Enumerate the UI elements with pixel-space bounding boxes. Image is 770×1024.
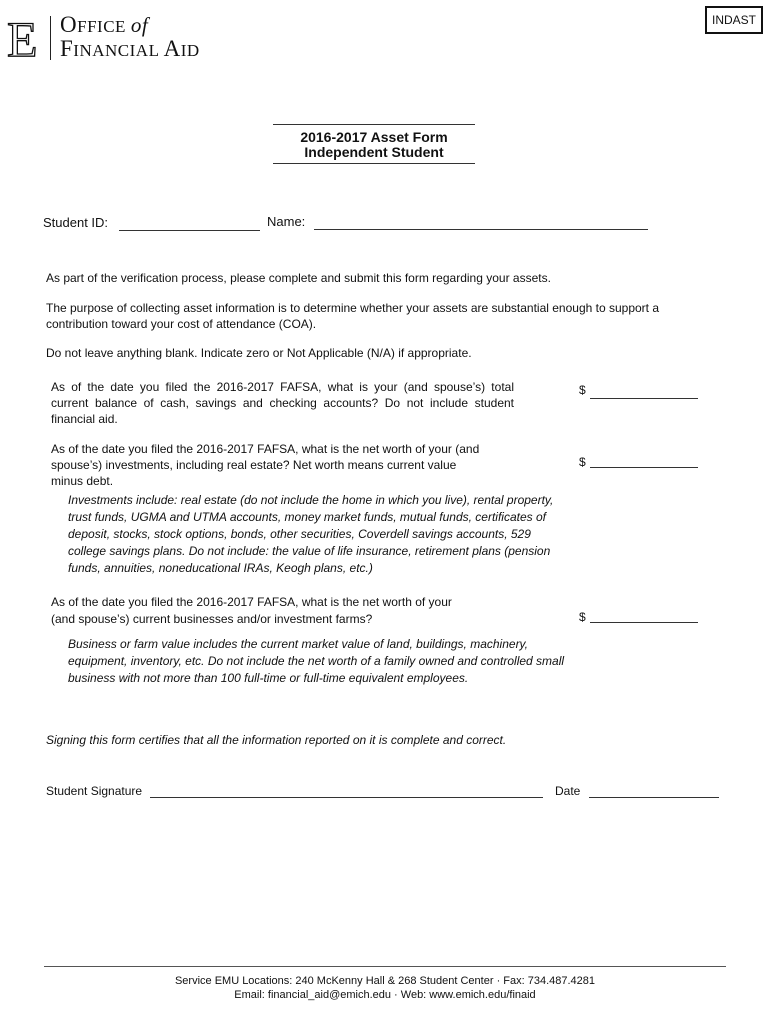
question-cash-balance: As of the date you filed the 2016-2017 FAFSA, what is your (and spouse’s) total current balance of cash, savings and checking accounts? Do not include student financial aid. <box>51 380 514 426</box>
name-label: Name: <box>267 214 306 229</box>
businesses-field[interactable] <box>590 622 698 623</box>
investments-field[interactable] <box>590 467 698 468</box>
logo-financial-aid: FINANCIAL AID <box>60 36 200 61</box>
question-investments-line-3: minus debt. <box>51 474 114 488</box>
currency-sign: $ <box>579 610 586 624</box>
svg-text:E: E <box>7 14 38 60</box>
cash-balance-field[interactable] <box>590 398 698 399</box>
footer-locations: Service EMU Locations: 240 McKenny Hall & 268 Student Center · Fax: 734.487.4281 <box>174 975 596 987</box>
student-id-field[interactable] <box>119 230 260 231</box>
businesses-note: Business or farm value includes the current market value of land, buildings, machinery, equipment, inventory, etc. Do not include the net worth of a family owned and controlled small business with not more than 100 full-time or full-time equivalent employees. <box>68 637 565 685</box>
name-field[interactable] <box>314 229 648 230</box>
signature-label: Student Signature <box>46 784 143 798</box>
emu-logo-icon <box>6 14 40 60</box>
question-investments-line-2: spouse’s) investments, including real estate? Net worth means current value <box>51 458 457 472</box>
student-id-label: Student ID: <box>43 215 109 230</box>
form-code-badge: INDAST <box>705 6 763 34</box>
footer-rule <box>44 966 726 967</box>
intro-paragraph-2: The purpose of collecting asset information is to determine whether your assets are substantial enough to support a contribution toward your cost of attendance (COA). <box>46 301 660 331</box>
title-rule-bottom <box>273 163 475 164</box>
date-field[interactable] <box>589 797 719 798</box>
signature-field[interactable] <box>150 797 543 798</box>
intro-paragraph-1: As part of the verification process, please complete and submit this form regarding your assets. <box>46 271 551 285</box>
logo-divider <box>50 16 51 60</box>
currency-sign: $ <box>579 383 586 397</box>
question-businesses-line-2: (and spouse’s) current businesses and/or investment farms? <box>51 612 373 626</box>
question-investments-line-1: As of the date you filed the 2016-2017 FAFSA, what is the net worth of your (and <box>51 442 480 456</box>
certification-statement: Signing this form certifies that all the information reported on it is complete and correct. <box>46 733 507 747</box>
title-rule-top <box>273 124 475 125</box>
date-label: Date <box>555 784 581 798</box>
intro-paragraph-3: Do not leave anything blank. Indicate zero or Not Applicable (N/A) if appropriate. <box>46 346 472 360</box>
currency-sign: $ <box>579 455 586 469</box>
footer-contact: Email: financial_aid@emich.edu · Web: www.emich.edu/finaid <box>234 989 536 1001</box>
logo-office-of: OFFICE of <box>60 12 149 37</box>
form-title: 2016-2017 Asset Form <box>300 129 448 145</box>
question-businesses-line-1: As of the date you filed the 2016-2017 FAFSA, what is the net worth of your <box>51 595 452 609</box>
investments-note: Investments include: real estate (do not include the home in which you live), rental property, trust funds, UGMA and UTMA accounts, money market funds, mutual funds, certificates of deposit, stocks, stock options, bonds, other securities, Coverdell savings accounts, 529 college savings plans. Do not include: the value of life insurance, retirement plans (pension funds, annuities, noneducational IRAs, Keogh plans, etc.) <box>68 493 554 575</box>
form-subtitle: Independent Student <box>304 144 444 160</box>
